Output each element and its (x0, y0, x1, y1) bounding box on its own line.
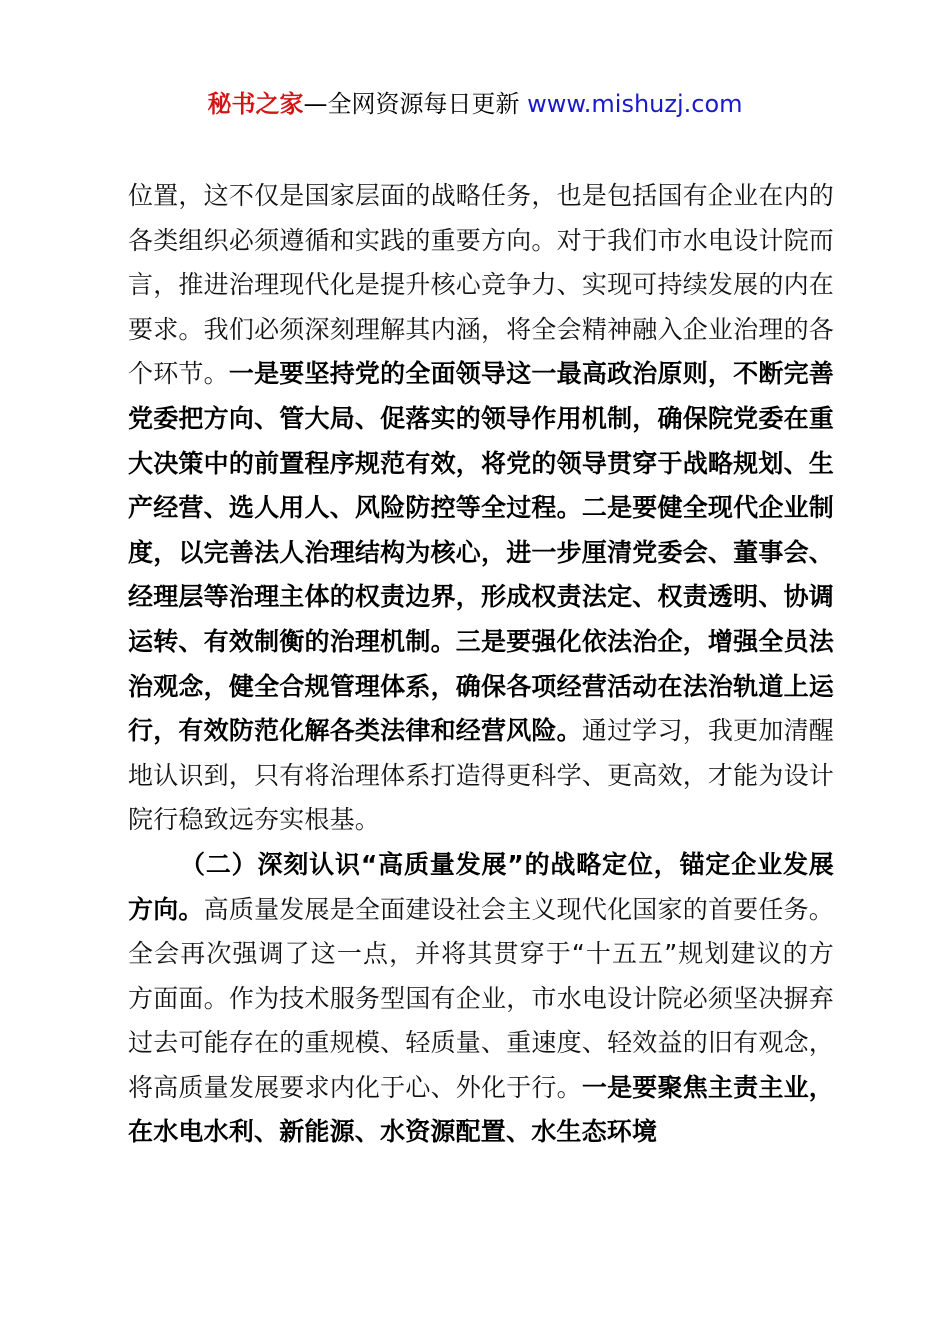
site-header (0, 88, 950, 120)
section-heading: （二）深刻认识“高质量发展”的战略定位，锚定企业发展方向。 (128, 849, 834, 924)
site-url-link[interactable]: www.mishuzj.com (527, 90, 743, 118)
paragraph-high-quality-development (128, 843, 834, 1155)
brand-name: 秘书之家 (207, 90, 304, 118)
document-body (128, 174, 834, 1155)
bold-emphasis: 一是要聚焦主责主业，在水电水利、新能源、水资源配置、水生态环境 (128, 1072, 834, 1147)
paragraph-text: 高质量发展是全面建设社会主义现代化国家的首要任务。全会再次强调了这一点，并将其贯穿于“十五五”规划建议的方方面面。作为技术服务型国有企业，市水电设计院必须坚决摒弃过去可能存在的重规模、轻质量、重速度、轻效益的旧有观念，将高质量发展要求内化于心、外化于行。 (128, 894, 834, 1102)
paragraph-governance (128, 174, 834, 843)
paragraph-text: 位置，这不仅是国家层面的战略任务，也是包括国有企业在内的各类组织必须遵循和实践的重要方向。对于我们市水电设计院而言，推进治理现代化是提升核心竞争力、实现可持续发展的内在要求。我们必须深刻理解其内涵，将全会精神融入企业治理的各个环节。 (128, 181, 834, 389)
bold-emphasis: 一是要坚持党的全面领导这一最高政治原则，不断完善党委把方向、管大局、促落实的领导作用机制，确保院党委在重大决策中的前置程序规范有效，将党的领导贯穿于战略规划、生产经营、选人用人、风险防控等全过程。二是要健全现代企业制度，以完善法人治理结构为核心，进一步厘清党委会、董事会、经理层等治理主体的权责边界，形成权责法定、权责透明、协调运转、有效制衡的治理机制。三是要强化依法治企，增强全员法治观念，健全合规管理体系，确保各项经营活动在法治轨道上运行，有效防范化解各类法律和经营风险。 (128, 359, 834, 746)
header-tagline: —全网资源每日更新 (303, 90, 528, 118)
paragraph-text: 通过学习，我更加清醒地认识到，只有将治理体系打造得更科学、更高效，才能为设计院行稳致远夯实根基。 (128, 716, 834, 835)
